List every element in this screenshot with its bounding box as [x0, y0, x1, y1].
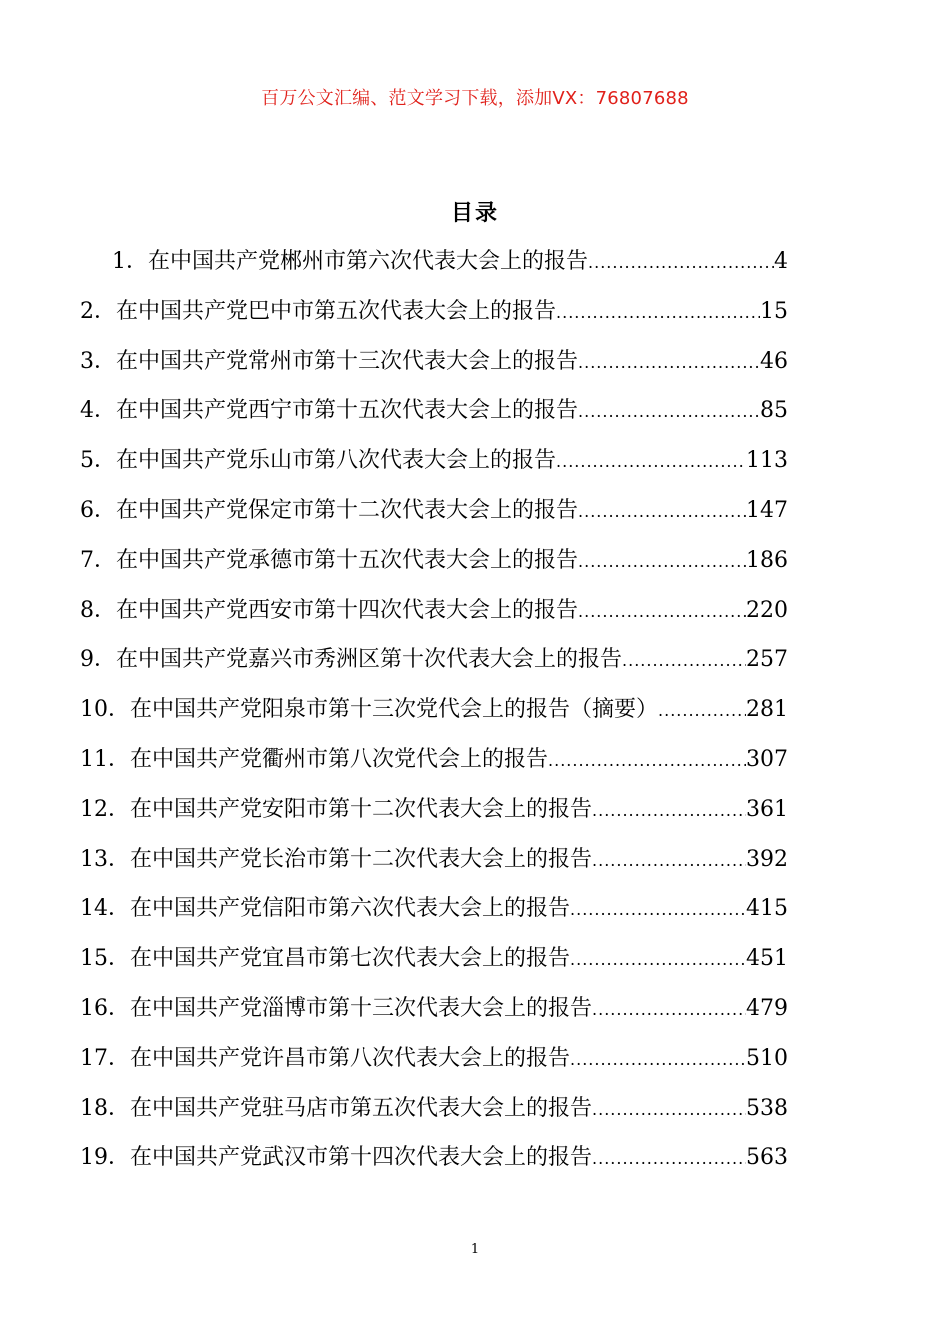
- toc-dot-leader: [570, 889, 746, 931]
- toc-entry-page: 563: [746, 1145, 788, 1171]
- toc-entry[interactable]: [80, 739, 788, 789]
- toc-entry-number: 7．: [80, 547, 116, 573]
- toc-entry-page: 46: [760, 348, 788, 374]
- toc-entry-page: 85: [760, 398, 788, 424]
- toc-entry-number: 14．: [80, 896, 130, 922]
- toc-entry-title: 在中国共产党安阳市第十二次代表大会上的报告: [130, 796, 593, 822]
- toc-entry-page: 257: [746, 647, 788, 673]
- toc-entry-page: 281: [746, 697, 788, 723]
- toc-entry-page: 15: [760, 298, 788, 324]
- toc-entry-page: 220: [746, 597, 788, 623]
- toc-dot-leader: [592, 1089, 746, 1131]
- toc-dot-leader: [592, 790, 746, 832]
- toc-entry-title: 在中国共产党嘉兴市秀洲区第十次代表大会上的报告: [116, 647, 623, 673]
- toc-entry-title: 在中国共产党信阳市第六次代表大会上的报告: [130, 896, 571, 922]
- toc-entry-page: 4: [774, 249, 788, 274]
- toc-entry-number: 12．: [80, 796, 130, 822]
- table-of-contents: [80, 241, 788, 1187]
- toc-entry-title: 在中国共产党常州市第十三次代表大会上的报告: [116, 348, 579, 374]
- toc-dot-leader: [588, 242, 774, 284]
- toc-dot-leader: [658, 690, 746, 732]
- toc-entry[interactable]: [80, 490, 788, 540]
- toc-entry-page: 147: [746, 497, 788, 523]
- toc-entry-title: 在中国共产党巴中市第五次代表大会上的报告: [116, 298, 557, 324]
- toc-entry-number: 8．: [80, 597, 116, 623]
- toc-entry[interactable]: [80, 440, 788, 490]
- toc-dot-leader: [548, 740, 746, 782]
- toc-entry-number: 11．: [80, 746, 130, 772]
- toc-entry[interactable]: [80, 241, 788, 291]
- toc-entry-number: 9．: [80, 647, 116, 673]
- toc-entry-number: 19．: [80, 1145, 130, 1171]
- toc-entry[interactable]: [80, 390, 788, 440]
- toc-entry[interactable]: [80, 789, 788, 839]
- toc-entry-title: 在中国共产党衢州市第八次党代会上的报告: [130, 746, 549, 772]
- toc-entry[interactable]: [80, 1038, 788, 1088]
- toc-entry-title: 在中国共产党西宁市第十五次代表大会上的报告: [116, 398, 579, 424]
- toc-dot-leader: [578, 541, 746, 583]
- toc-entry-page: 392: [746, 846, 788, 872]
- toc-entry[interactable]: [80, 590, 788, 640]
- toc-entry-title: 在中国共产党乐山市第八次代表大会上的报告: [116, 448, 557, 474]
- toc-entry[interactable]: [80, 341, 788, 391]
- toc-entry-number: 6．: [80, 497, 116, 523]
- toc-dot-leader: [578, 342, 760, 384]
- toc-entry-number: 15．: [80, 946, 130, 972]
- toc-entry[interactable]: [80, 689, 788, 739]
- toc-entry-number: 3．: [80, 348, 116, 374]
- toc-entry-page: 307: [746, 746, 788, 772]
- toc-entry-title: 在中国共产党郴州市第六次代表大会上的报告: [148, 249, 589, 274]
- toc-entry-title: 在中国共产党长治市第十二次代表大会上的报告: [130, 846, 593, 872]
- toc-entry-number: 2．: [80, 298, 116, 324]
- toc-entry[interactable]: [80, 938, 788, 988]
- toc-entry-page: 361: [746, 796, 788, 822]
- toc-entry[interactable]: [80, 291, 788, 341]
- toc-dot-leader: [570, 1039, 746, 1081]
- toc-dot-leader: [592, 989, 746, 1031]
- toc-dot-leader: [622, 640, 746, 682]
- toc-entry-title: 在中国共产党西安市第十四次代表大会上的报告: [116, 597, 579, 623]
- toc-entry-number: 17．: [80, 1045, 130, 1071]
- toc-entry-title: 在中国共产党保定市第十二次代表大会上的报告: [116, 497, 579, 523]
- toc-entry-number: 13．: [80, 846, 130, 872]
- toc-entry-title: 在中国共产党武汉市第十四次代表大会上的报告: [130, 1145, 593, 1171]
- toc-dot-leader: [578, 391, 760, 433]
- toc-entry[interactable]: [80, 839, 788, 889]
- toc-entry[interactable]: [80, 988, 788, 1038]
- toc-entry-page: 186: [746, 547, 788, 573]
- toc-dot-leader: [556, 441, 746, 483]
- toc-entry-page: 451: [746, 946, 788, 972]
- toc-entry-number: 10．: [80, 697, 130, 723]
- toc-dot-leader: [592, 840, 746, 882]
- toc-title: 目录: [450, 201, 499, 226]
- toc-entry-number: 16．: [80, 995, 130, 1021]
- toc-dot-leader: [556, 292, 760, 334]
- toc-entry-title: 在中国共产党宜昌市第七次代表大会上的报告: [130, 946, 571, 972]
- promo-banner: 百万公文汇编、范文学习下载，添加VX：76807688: [261, 88, 689, 109]
- toc-entry-page: 479: [746, 995, 788, 1021]
- toc-entry-page: 415: [746, 896, 788, 922]
- toc-entry-number: 4．: [80, 398, 116, 424]
- toc-entry-title: 在中国共产党驻马店市第五次代表大会上的报告: [130, 1095, 593, 1121]
- toc-dot-leader: [570, 939, 746, 981]
- toc-entry-title: 在中国共产党许昌市第八次代表大会上的报告: [130, 1045, 571, 1071]
- toc-dot-leader: [578, 591, 746, 633]
- toc-entry-title: 在中国共产党阳泉市第十三次党代会上的报告（摘要）: [130, 697, 659, 723]
- toc-entry-number: 5．: [80, 448, 116, 474]
- toc-entry[interactable]: [80, 1088, 788, 1138]
- toc-entry-page: 113: [746, 448, 788, 474]
- toc-entry[interactable]: [80, 639, 788, 689]
- toc-entry[interactable]: [80, 1137, 788, 1187]
- footer-page-number: 1: [470, 1242, 480, 1257]
- toc-entry-page: 538: [746, 1095, 788, 1121]
- toc-entry[interactable]: [80, 888, 788, 938]
- toc-entry[interactable]: [80, 540, 788, 590]
- toc-entry-number: 1．: [112, 249, 148, 274]
- toc-entry-title: 在中国共产党淄博市第十三次代表大会上的报告: [130, 995, 593, 1021]
- toc-entry-title: 在中国共产党承德市第十五次代表大会上的报告: [116, 547, 579, 573]
- toc-entry-page: 510: [746, 1045, 788, 1071]
- toc-entry-number: 18．: [80, 1095, 130, 1121]
- toc-dot-leader: [592, 1138, 746, 1180]
- toc-dot-leader: [578, 491, 746, 533]
